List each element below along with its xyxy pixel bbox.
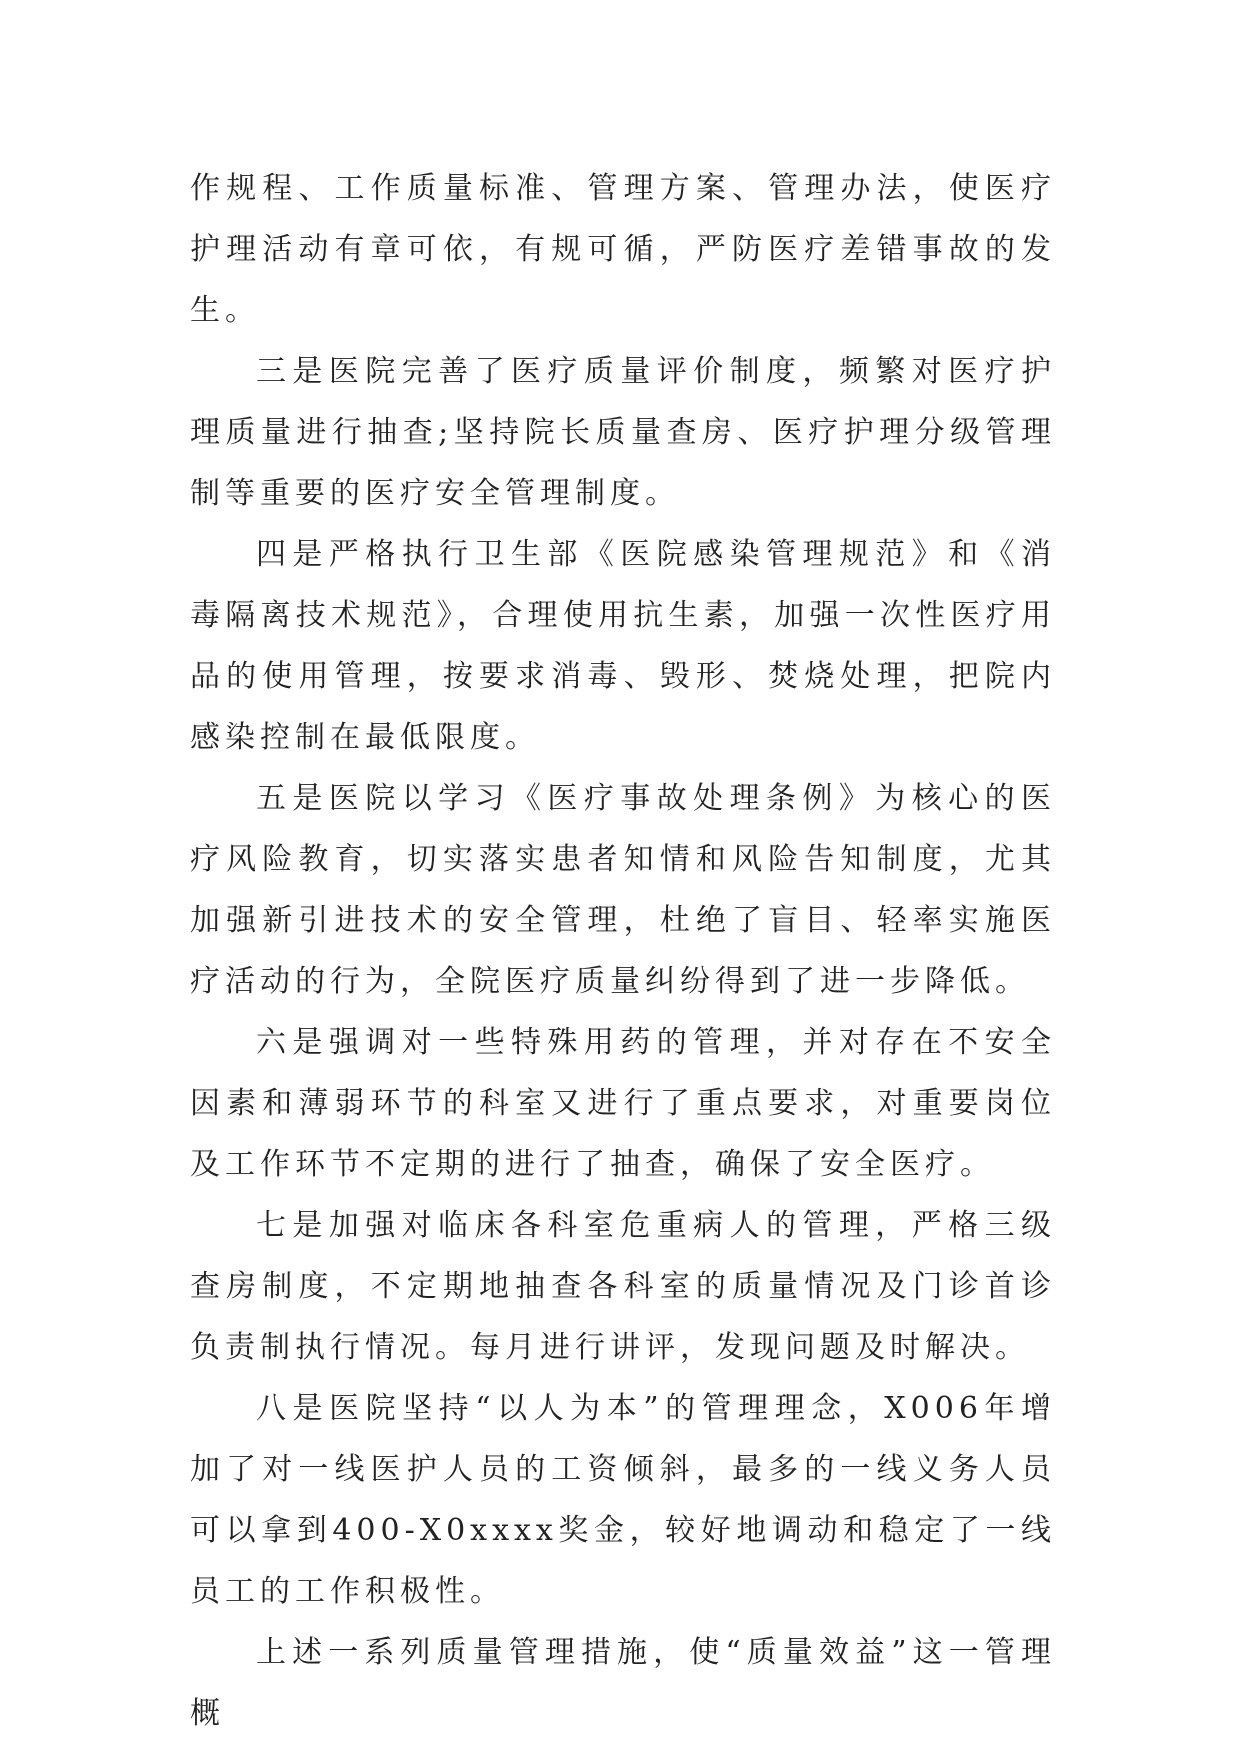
paragraph-8: 上述一系列质量管理措施，使“质量效益”这一管理概 — [190, 1635, 1056, 1731]
paragraph-7: 八是医院坚持“以人为本”的管理理念，X006年增加了对一线医护人员的工资倾斜，最多的一线义务人员可以拿到400-X0xxxx奖金，较好地调动和稳定了一线员工的工作积极性。 — [190, 1391, 1056, 1609]
paragraph-6: 七是加强对临床各科室危重病人的管理，严格三级查房制度，不定期地抽查各科室的质量情况及门诊首诊负责制执行情况。每月进行讲评，发现问题及时解决。 — [190, 1208, 1056, 1365]
paragraph-1: 作规程、工作质量标准、管理方案、管理办法，使医疗护理活动有章可依，有规可循，严防医疗差错事故的发生。 — [190, 171, 1056, 328]
paragraph-2: 三是医院完善了医疗质量评价制度，频繁对医疗护理质量进行抽查;坚持院长质量查房、医疗护理分级管理制等重要的医疗安全管理制度。 — [190, 354, 1056, 511]
paragraph-3: 四是严格执行卫生部《医院感染管理规范》和《消毒隔离技术规范》，合理使用抗生素，加强一次性医疗用品的使用管理，按要求消毒、毁形、焚烧处理，把院内感染控制在最低限度。 — [190, 537, 1056, 755]
document-body — [190, 158, 1056, 1744]
paragraph-5: 六是强调对一些特殊用药的管理，并对存在不安全因素和薄弱环节的科室又进行了重点要求，对重要岗位及工作环节不定期的进行了抽查，确保了安全医疗。 — [190, 1025, 1056, 1182]
paragraph-4: 五是医院以学习《医疗事故处理条例》为核心的医疗风险教育，切实落实患者知情和风险告知制度，尤其加强新引进技术的安全管理，杜绝了盲目、轻率实施医疗活动的行为，全院医疗质量纠纷得到了进一步降低。 — [190, 781, 1056, 999]
